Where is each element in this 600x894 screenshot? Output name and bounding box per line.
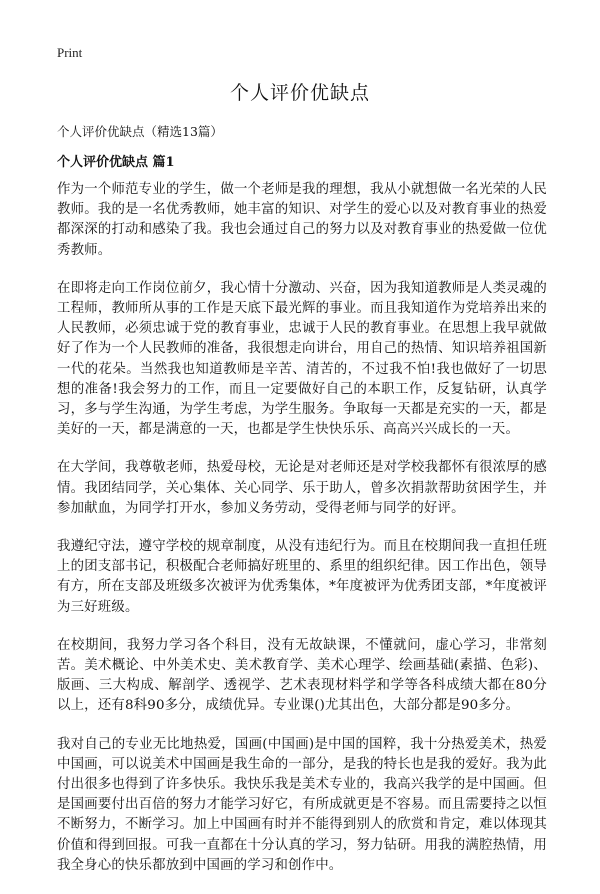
document-body — [57, 180, 547, 894]
section-heading: 个人评价优缺点 篇1 — [57, 155, 175, 170]
body-paragraph: 在大学间，我尊敬老师，热爱母校，无论是对老师还是对学校我都怀有很浓厚的感情。我团结同学，关心集体、关心同学、乐于助人，曾多次捐款帮助贫困学生，并参加献血，为同学打开水，参加义务劳动，受得老师与同学的好评。 — [57, 460, 547, 516]
print-link[interactable]: Print — [57, 45, 83, 60]
body-paragraph: 我遵纪守法，遵守学校的规章制度，从没有违纪行为。而且在校期间我一直担任班上的团支部书记，积极配合老师搞好班里的、系里的组织纪律。因工作出色，领导有方，所在支部及班级多次被评为优秀集体，*年度被评为优秀团支部，*年度被评为三好班级。 — [57, 539, 547, 615]
page-title: 个人评价优缺点 — [229, 82, 370, 104]
document-subtitle: 个人评价优缺点（精选13篇） — [57, 124, 223, 139]
body-paragraph: 我对自己的专业无比地热爱，国画(中国画)是中国的国粹，我十分热爱美术，热爱中国画，可以说美术中国画是我生命的一部分，是我的特长也是我的爱好。我为此付出很多也得到了许多快乐。我快乐我是美术专业的，我高兴我学的是中国画。但是国画要付出百倍的努力才能学习好它，有所成就更是不容易。而且需要持之以恒不断努力，不断学习。加上中国画有时并不能得到别人的欣赏和肯定，难以体现其价值和得到回报。可我一直都在十分认真的学习，努力钻研。用我的满腔热情，用我全身心的快乐都放到中国画的学习和创作中。 — [57, 736, 547, 873]
body-paragraph: 在即将走向工作岗位前夕，我心情十分激动、兴奋，因为我知道教师是人类灵魂的工程师，教师所从事的工作是天底下最光辉的事业。而且我知道作为党培养出来的人民教师，必须忠诚于党的教育事业，忠诚于人民的教育事业。在思想上我早就做好了作为一个人民教师的准备，我很想走向讲台，用自己的热情、知识培养祖国新一代的花朵。当然我也知道教师是辛苦、清苦的，不过我不怕!我也做好了一切思想的准备!我会努力的工作，而且一定要做好自己的本职工作，反复钻研，认真学习，多与学生沟通，为学生考虑，为学生服务。争取每一天都是充实的一天，都是美好的一天，都是满意的一天，也都是学生快快乐乐、高高兴兴成长的一天。 — [57, 280, 547, 438]
body-paragraph: 作为一个师范专业的学生，做一个老师是我的理想，我从小就想做一名光荣的人民教师。我的是一名优秀教师，她丰富的知识、对学生的爱心以及对教育事业的热爱都深深的打动和感染了我。我也会通过自己的努力以及对教育事业的热爱做一位优秀教师。 — [57, 182, 547, 258]
body-paragraph: 在校期间，我努力学习各个科目，没有无故缺课，不懂就问，虚心学习，非常刻苦。美术概论、中外美术史、美术教育学、美术心理学、绘画基础(素描、色彩)、版画、三大构成、解剖学、透视学、艺术表现材料学和学等各科成绩大都在80分以上，还有8科90多分，成绩优异。专业课()尤其出色，大部分都是90多分。 — [57, 637, 547, 714]
